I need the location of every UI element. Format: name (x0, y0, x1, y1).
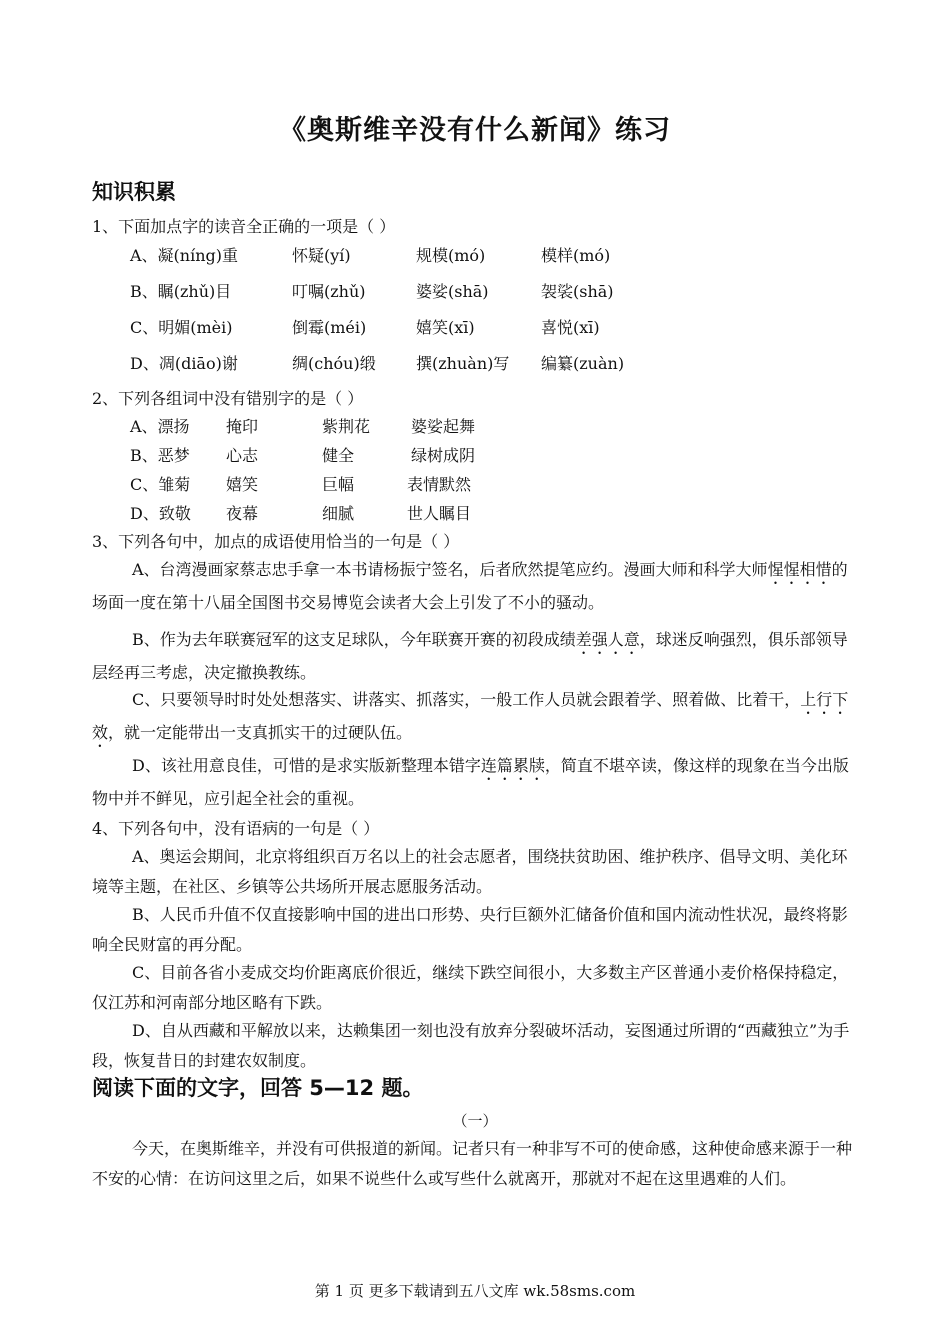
q3-d-dotted-idiom: 连篇累牍 (480, 756, 545, 775)
q1-option-a-1: A、凝(níng)重 (130, 246, 239, 265)
q2-option-d-3: 细腻 (322, 504, 355, 523)
q1-option-c-2: 倒霉(méi) (292, 318, 367, 337)
q1-option-a-4: 模样(mó) (541, 246, 611, 265)
q2-option-a-1: A、漂扬 (130, 417, 190, 436)
q2-option-d-4: 世人瞩目 (407, 504, 472, 523)
page-title: 《奥斯维辛没有什么新闻》练习 (279, 115, 671, 146)
q1-option-a-2: 怀疑(yí) (292, 246, 351, 265)
q2-option-c-3: 巨幅 (322, 475, 355, 494)
section-heading-reading: 阅读下面的文字，回答 5—12 题。 (92, 1076, 424, 1100)
q3-option-c: C、只要领导时时处处想落实、讲落实、抓落实，一般工作人员就会跟着学、照着做、比着干，上行下效，就一定能带出一支真抓实干的过硬队伍。 (92, 690, 849, 742)
q1-option-b-4: 袈裟(shā) (541, 282, 614, 301)
question-4-stem: 4、下列各句中，没有语病的一句是（ ） (92, 819, 380, 838)
question-1-stem: 1、下面加点字的读音全正确的一项是（ ） (92, 217, 396, 236)
section-heading-knowledge: 知识积累 (92, 180, 176, 204)
page-footer: 第 1 页 更多下载请到五八文库 wk.58sms.com (314, 1282, 636, 1300)
q1-option-d-1: D、凋(diāo)谢 (130, 354, 238, 373)
q4-option-d: D、自从西藏和平解放以来，达赖集团一刻也没有放弃分裂破坏活动，妄图通过所谓的“西藏独立”为手段，恢复昔日的封建农奴制度。 (92, 1021, 850, 1070)
q3-option-a: A、台湾漫画家蔡志忠手拿一本书请杨振宁签名，后者欣然提笔应约。漫画大师和科学大师惺惺相惜的场面一度在第十八届全国图书交易博览会读者大会上引发了不小的骚动。 (92, 560, 848, 612)
q2-option-b-1: B、恶梦 (130, 446, 190, 465)
q2-option-d-2: 夜幕 (226, 504, 259, 523)
q2-option-a-4: 婆娑起舞 (411, 417, 476, 436)
part-label: （一） (452, 1112, 498, 1130)
q1-option-c-3: 嬉笑(xī) (416, 318, 475, 337)
q2-option-c-4: 表情默然 (407, 475, 472, 494)
q3-c-dotted-idiom: 上行下效 (92, 690, 849, 742)
q3-option-b: B、作为去年联赛冠军的这支足球队，今年联赛开赛的初段成绩差强人意，球迷反响强烈，俱乐部领导层经再三考虑，决定撤换教练。 (92, 630, 848, 682)
q3-option-d: D、该社用意良佳，可惜的是求实版新整理本错字连篇累牍，简直不堪卒读，像这样的现象在当今出版物中并不鲜见，应引起全社会的重视。 (92, 756, 849, 808)
q1-option-c-1: C、明媚(mèi) (130, 318, 233, 337)
q1-option-b-1: B、瞩(zhǔ)目 (130, 282, 232, 301)
q1-option-d-2: 绸(chóu)缎 (292, 354, 376, 373)
question-2-stem: 2、下列各组词中没有错别字的是（ ） (92, 389, 364, 408)
q2-option-c-1: C、雏菊 (130, 475, 191, 494)
passage-paragraph: 今天，在奥斯维辛，并没有可供报道的新闻。记者只有一种非写不可的使命感，这种使命感来源于一种不安的心情：在访问这里之后，如果不说些什么或写些什么就离开，那就对不起在这里遇难的人们。 (92, 1139, 853, 1188)
q4-option-b: B、人民币升值不仅直接影响中国的进出口形势、央行巨额外汇储备价值和国内流动性状况，最终将影响全民财富的再分配。 (92, 905, 848, 954)
q1-option-d-3: 撰(zhuàn)写 (416, 354, 510, 373)
q4-option-a: A、奥运会期间，北京将组织百万名以上的社会志愿者，围绕扶贫助困、维护秩序、倡导文明、美化环境等主题，在社区、乡镇等公共场所开展志愿服务活动。 (92, 847, 848, 896)
q2-option-b-3: 健全 (322, 446, 355, 465)
q2-option-a-3: 紫荆花 (322, 417, 371, 436)
q3-b-dotted-idiom: 差强人意 (575, 630, 640, 649)
q1-option-b-3: 婆娑(shā) (416, 282, 489, 301)
q1-option-c-4: 喜悦(xī) (541, 318, 600, 337)
q2-option-d-1: D、致敬 (130, 504, 191, 523)
q3-a-dotted-idiom: 惺惺相惜 (767, 560, 832, 579)
q1-option-a-3: 规模(mó) (416, 246, 486, 265)
q4-option-c: C、目前各省小麦成交均价距离底价很近，继续下跌空间很小，大多数主产区普通小麦价格保持稳定，仅江苏和河南部分地区略有下跌。 (92, 963, 849, 1012)
q1-option-b-2: 叮嘱(zhǔ) (292, 282, 366, 301)
q2-option-b-4: 绿树成阴 (411, 446, 476, 465)
q2-option-c-2: 嬉笑 (226, 475, 259, 494)
q2-option-a-2: 掩印 (226, 417, 259, 436)
question-3-stem: 3、下列各句中，加点的成语使用恰当的一句是（ ） (92, 532, 460, 551)
q1-option-d-4: 编纂(zuàn) (541, 354, 625, 373)
q2-option-b-2: 心志 (226, 446, 259, 465)
